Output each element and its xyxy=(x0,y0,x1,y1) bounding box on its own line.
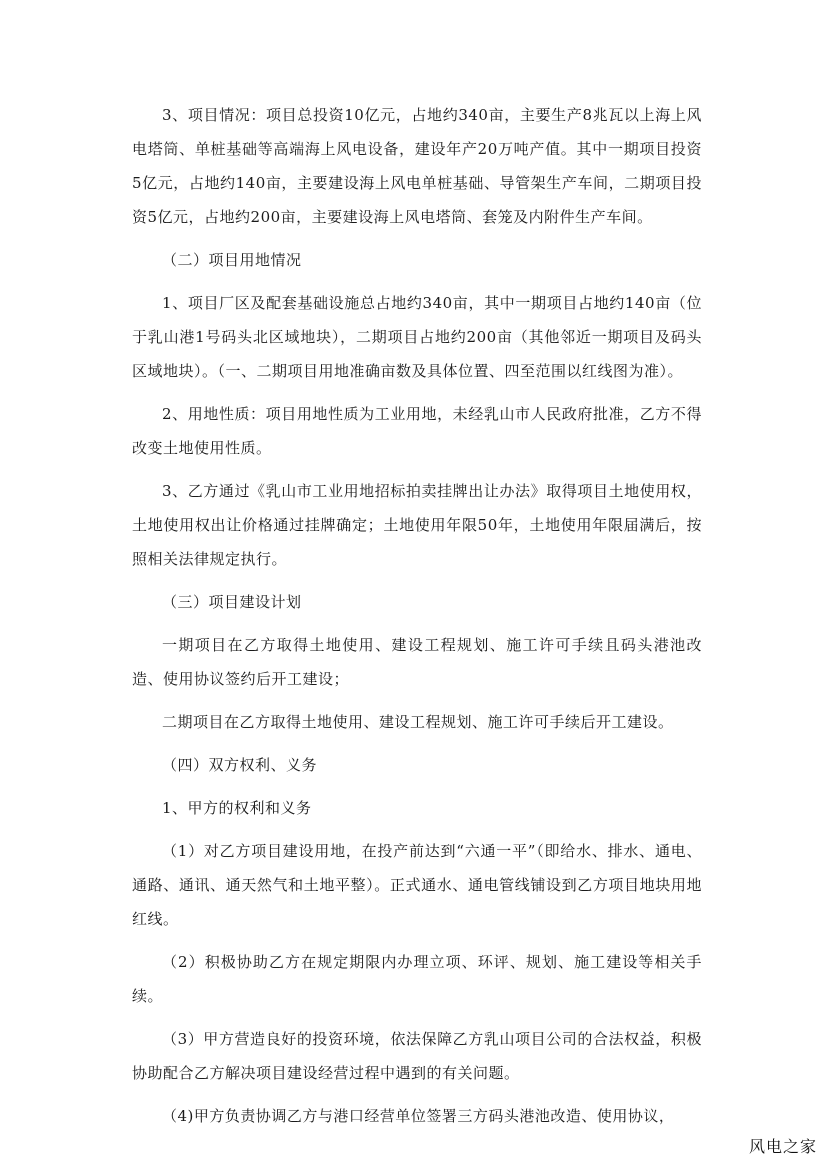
section-heading-rights-obligations: （四）双方权利、义务 xyxy=(162,756,318,774)
paragraph-item-2: （2）积极协助乙方在规定期限内办理立项、环评、规划、施工建设等相关手续。 xyxy=(132,953,702,1005)
watermark-text: 风电之家 xyxy=(748,1137,817,1156)
subheading-party-a: 1、甲方的权利和义务 xyxy=(162,799,312,817)
paragraph-item-3: （3）甲方营造良好的投资环境，依法保障乙方乳山项目公司的合法权益，积极协助配合乙方解决项目建设经营过程中遇到的有关问题。 xyxy=(132,1030,702,1082)
paragraph-phase-one: 一期项目在乙方取得土地使用、建设工程规划、施工许可手续且码头港池改造、使用协议签约后开工建设； xyxy=(132,636,702,688)
paragraph-item-4: （4)甲方负责协调乙方与港口经营单位签署三方码头港池改造、使用协议， xyxy=(162,1107,675,1125)
document-body xyxy=(132,98,702,1142)
paragraph-land-rights: 3、乙方通过《乳山市工业用地招标拍卖挂牌出让办法》取得项目土地使用权，土地使用权出让价格通过挂牌确定；土地使用年限50年，土地使用年限届满后，按照相关法律规定执行。 xyxy=(132,482,702,568)
paragraph-phase-two: 二期项目在乙方取得土地使用、建设工程规划、施工许可手续后开工建设。 xyxy=(162,713,674,731)
section-heading-construction-plan: （三）项目建设计划 xyxy=(162,593,302,611)
paragraph-land-area: 1、项目厂区及配套基础设施总占地约340亩，其中一期项目占地约140亩（位于乳山港1号码头北区域地块），二期项目占地约200亩（其他邻近一期项目及码头区域地块）。（一、二期项目用地准确亩数及具体位置、四至范围以红线图为准）。 xyxy=(132,294,702,380)
section-heading-land-use: （二）项目用地情况 xyxy=(162,251,302,269)
paragraph-item-1: （1）对乙方项目建设用地，在投产前达到“六通一平”（即给水、排水、通电、通路、通讯、通天然气和土地平整）。正式通水、通电管线铺设到乙方项目地块用地红线。 xyxy=(132,842,702,928)
paragraph-land-nature: 2、用地性质：项目用地性质为工业用地，未经乳山市人民政府批准，乙方不得改变土地使用性质。 xyxy=(132,405,702,457)
paragraph-project-overview: 3、项目情况：项目总投资10亿元，占地约340亩，主要生产8兆瓦以上海上风电塔筒、单桩基础等高端海上风电设备，建设年产20万吨产值。其中一期项目投资5亿元，占地约140亩，主要建设海上风电单桩基础、导管架生产车间，二期项目投资5亿元，占地约200亩，主要建设海上风电塔筒、套笼及内附件生产车间。 xyxy=(132,106,702,226)
